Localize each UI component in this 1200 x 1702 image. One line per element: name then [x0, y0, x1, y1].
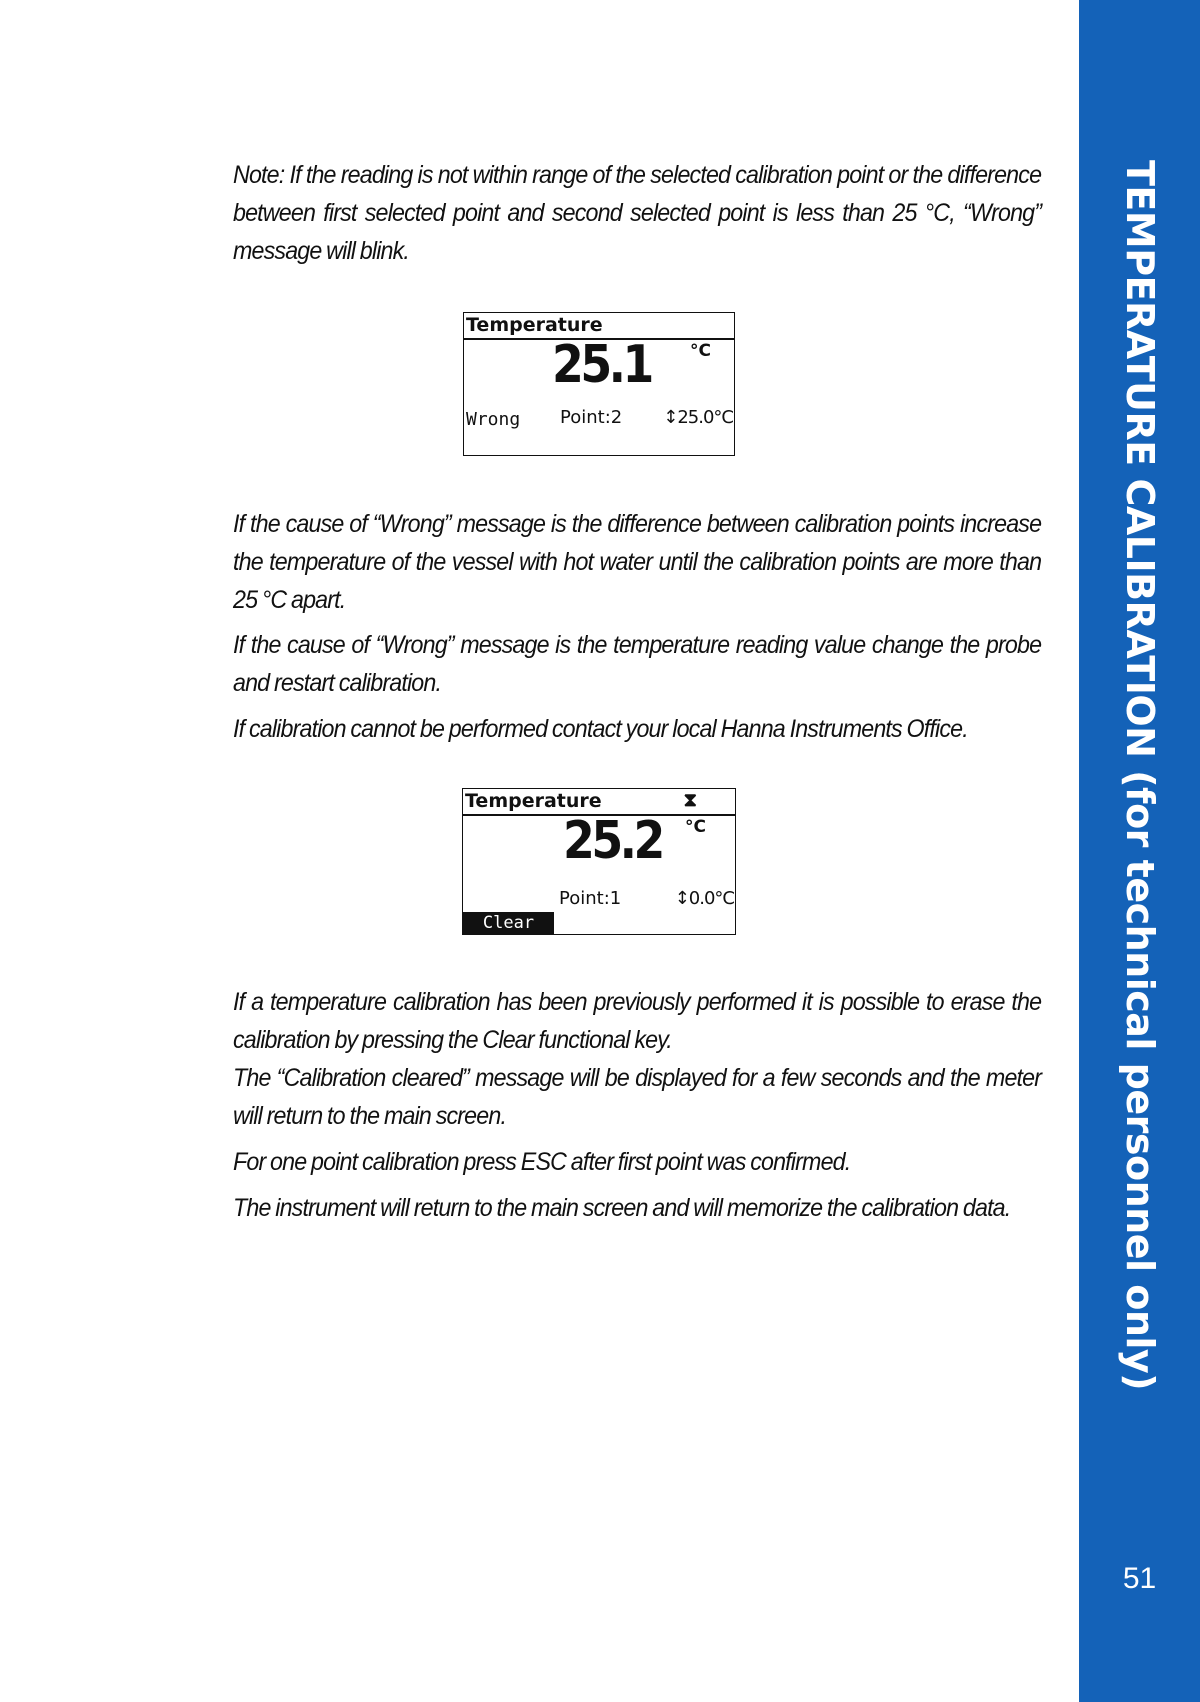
- note-paragraph: Note: If the reading is not within range of the selected calibration point or the difference between first selected point and second selected point is less than 25 °C, “Wrong” message will blink.: [233, 161, 1042, 265]
- paragraph-difference: If the cause of “Wrong” message is the difference between calibration points increase the temperature of the vessel with hot water until the calibration points are more than 25 °C apart.: [233, 510, 1042, 614]
- lcd-display-wrong: [463, 312, 735, 456]
- lcd-title: Temperature: [466, 314, 603, 336]
- section-title: TEMPERATURE CALIBRATION (for technical personnel only): [1118, 160, 1162, 1391]
- lcd-reading: 25.1: [552, 335, 651, 395]
- paragraph-contact: If calibration cannot be performed contact your local Hanna Instruments Office.: [233, 715, 968, 743]
- lcd-point: Point:1: [559, 888, 622, 909]
- lcd-standard: ↕25.0°C: [663, 407, 733, 428]
- paragraph-probe: If the cause of “Wrong” message is the temperature reading value change the probe and restart calibration.: [233, 631, 1042, 697]
- hourglass-icon: ⧗: [683, 789, 697, 811]
- lcd-point: Point:2: [560, 407, 623, 428]
- lcd-title: Temperature: [465, 790, 602, 812]
- lcd-standard: ↕0.0°C: [674, 888, 734, 909]
- lcd-unit: °C: [685, 817, 706, 837]
- lcd-status-wrong: Wrong: [466, 409, 521, 430]
- paragraph-memorize: The instrument will return to the main screen and will memorize the calibration data.: [233, 1194, 1011, 1222]
- page-number: 51: [1122, 1562, 1157, 1595]
- lcd-display-clear: [462, 788, 736, 935]
- paragraph-erase: If a temperature calibration has been previously performed it is possible to erase the calibration by pressing the Clear functional key.: [233, 988, 1042, 1054]
- paragraph-cleared-message: The “Calibration cleared” message will be displayed for a few seconds and the meter will return to the main screen.: [233, 1064, 1042, 1130]
- paragraph-one-point: For one point calibration press ESC after first point was confirmed.: [233, 1148, 851, 1176]
- clear-softkey[interactable]: Clear: [463, 912, 554, 934]
- lcd-reading: 25.2: [563, 811, 662, 871]
- lcd-unit: °C: [690, 341, 711, 361]
